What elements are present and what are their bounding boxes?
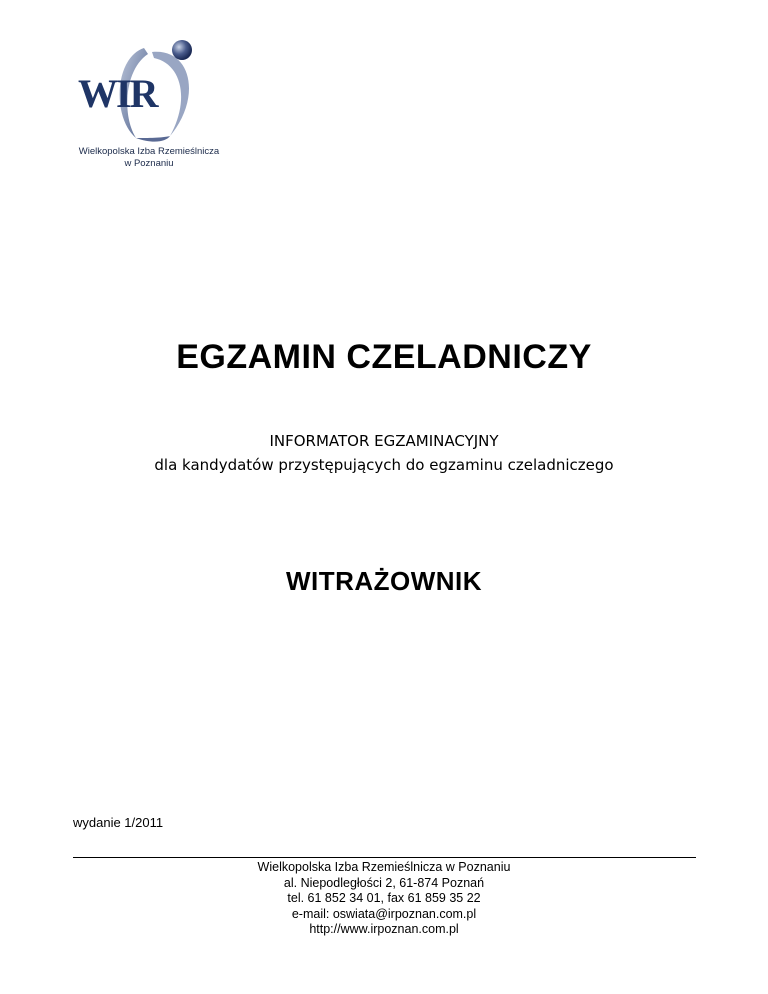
footer-website: http://www.irpoznan.com.pl [309, 922, 459, 936]
logo-caption [64, 146, 234, 170]
edition-label: wydanie 1/2011 [73, 815, 164, 830]
subtitle-line2: dla kandydatów przystępujących do egzaminu czeladniczego [154, 456, 614, 474]
footer-phone: tel. 61 852 34 01, fax 61 859 35 22 [287, 891, 481, 905]
footer-email: e-mail: oswiata@irpoznan.com.pl [291, 906, 477, 921]
profession-title: WITRAŻOWNIK [285, 566, 483, 596]
wir-logo [64, 38, 234, 178]
footer-address: al. Niepodległości 2, 61-874 Poznań [283, 875, 485, 890]
logo-mark-text: WIR [78, 71, 157, 116]
footer-divider [73, 857, 696, 858]
document-title: EGZAMIN CZELADNICZY [176, 338, 592, 376]
document-subtitle [0, 429, 768, 477]
logo-caption-line2: w Poznaniu [124, 158, 174, 169]
logo-caption-line1: Wielkopolska Izba Rzemieślnicza [78, 146, 220, 157]
footer-contact [200, 860, 568, 938]
subtitle-line1: INFORMATOR EGZAMINACYJNY [269, 432, 499, 450]
footer-org-name: Wielkopolska Izba Rzemieślnicza w Poznaniu [257, 860, 511, 874]
